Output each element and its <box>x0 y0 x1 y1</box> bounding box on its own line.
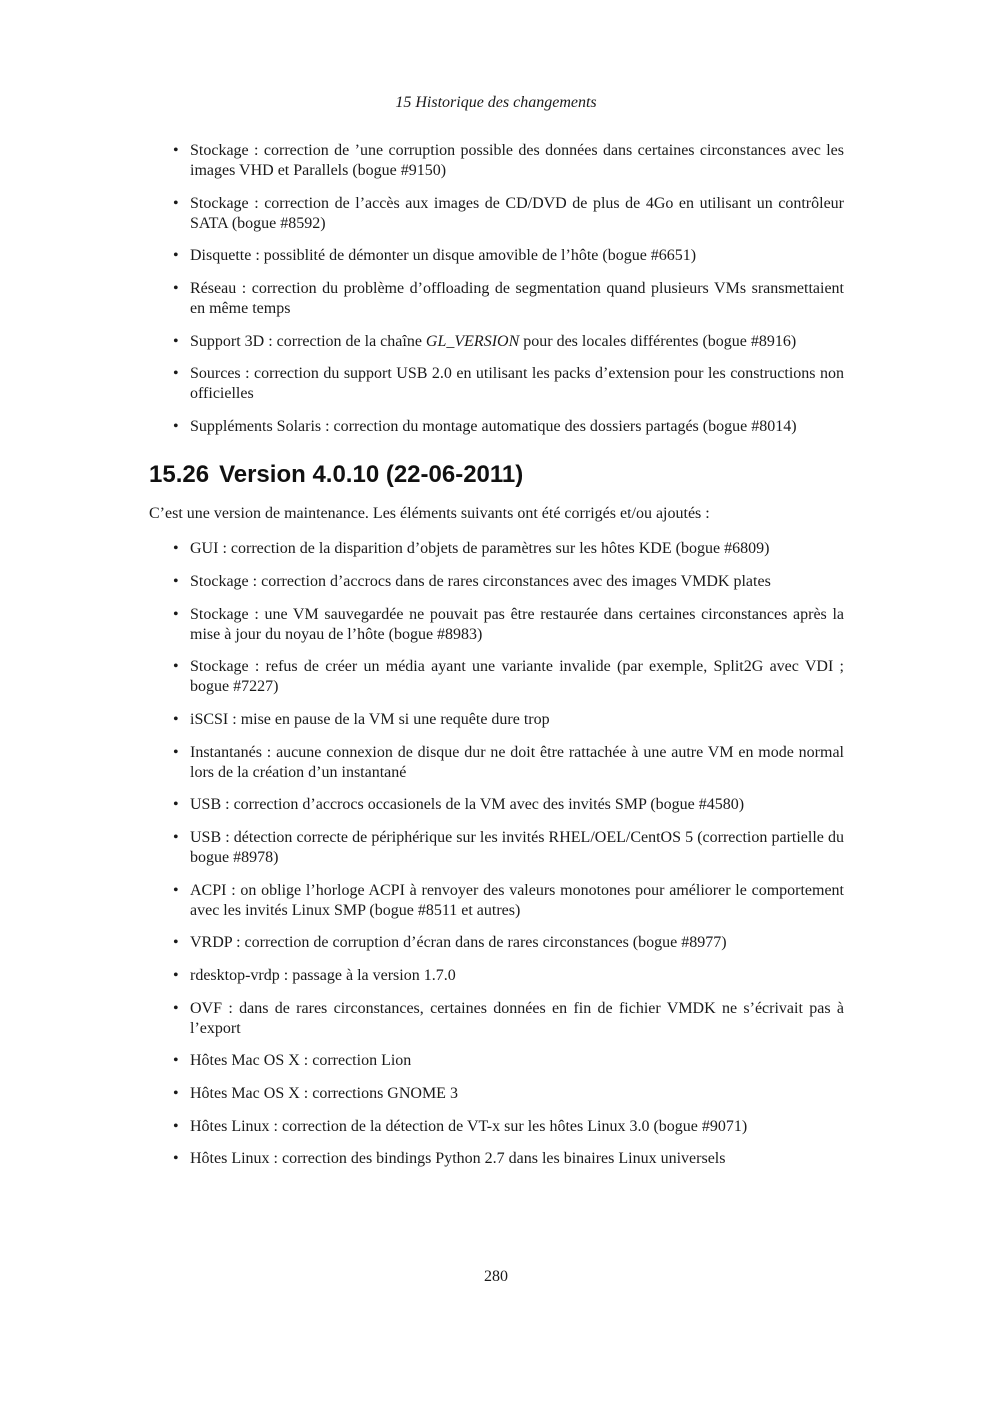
list-item-text: Stockage : correction d’accrocs dans de rares circonstances avec des images VMDK plates <box>190 572 771 590</box>
bullet-icon: • <box>173 572 179 590</box>
bullet-icon: • <box>173 280 179 298</box>
bullet-icon: • <box>173 1117 179 1135</box>
list-item <box>149 999 844 1039</box>
bullet-icon: • <box>173 365 179 383</box>
bullet-icon: • <box>173 1150 179 1168</box>
section-title: Version 4.0.10 (22-06-2011) <box>219 461 524 489</box>
bullet-icon: • <box>173 1085 179 1103</box>
list-item <box>149 539 844 559</box>
list-item-text: Stockage : correction de ’une corruption possible des données dans certaines circonstances avec les images VHD et Parallels (bogue #9150) <box>190 142 844 179</box>
page-content <box>149 141 844 1182</box>
list-item <box>149 364 844 404</box>
section-number: 15.26 <box>149 461 210 489</box>
bullet-icon: • <box>173 934 179 952</box>
list-item-text: iSCSI : mise en pause de la VM si une requête dure trop <box>190 710 550 728</box>
list-item-text: Hôtes Mac OS X : correction Lion <box>190 1052 412 1070</box>
running-header: 15 Historique des changements <box>395 94 597 111</box>
bullet-icon: • <box>173 1052 179 1070</box>
list-item-text: Sources : correction du support USB 2.0 en utilisant les packs d’extension pour les constructions non officielles <box>190 365 844 403</box>
list-item-text: Suppléments Solaris : correction du montage automatique des dossiers partagés (bogue #8014) <box>190 418 797 436</box>
list-item <box>149 1117 844 1137</box>
list-item <box>149 710 844 730</box>
list-item-text: Hôtes Linux : correction des bindings Python 2.7 dans les binaires Linux universels <box>190 1150 726 1168</box>
list-item <box>149 279 844 319</box>
changelog-list-previous <box>149 141 844 437</box>
list-item <box>149 417 844 437</box>
bullet-icon: • <box>173 194 179 212</box>
section-intro: C’est une version de maintenance. Les éléments suivants ont été corrigés et/ou ajoutés : <box>149 505 710 523</box>
changelog-list <box>149 539 844 1169</box>
list-item <box>149 966 844 986</box>
bullet-icon: • <box>173 999 179 1017</box>
bullet-icon: • <box>173 967 179 984</box>
list-item-text: Hôtes Linux : correction de la détection de VT-x sur les hôtes Linux 3.0 (bogue #9071) <box>190 1117 748 1135</box>
bullet-icon: • <box>173 828 179 846</box>
bullet-icon: • <box>173 142 179 159</box>
list-item <box>149 657 844 697</box>
page-number: 280 <box>484 1268 508 1285</box>
list-item-text: Hôtes Mac OS X : corrections GNOME 3 <box>190 1085 458 1103</box>
list-item <box>149 194 844 234</box>
list-item-text: Instantanés : aucune connexion de disque dur ne doit être rattachée à une autre VM en mode normal lors de la création d’un instantané <box>190 743 844 781</box>
bullet-icon: • <box>173 605 179 623</box>
section-heading <box>149 460 844 490</box>
list-item <box>149 1149 844 1169</box>
list-item-text: rdesktop-vrdp : passage à la version 1.7.0 <box>190 967 456 984</box>
list-item-text: USB : correction d’accrocs occasionels de la VM avec des invités SMP (bogue #4580) <box>190 796 745 814</box>
bullet-icon: • <box>173 710 179 728</box>
list-item <box>149 332 844 352</box>
bullet-icon: • <box>173 881 179 899</box>
bullet-icon: • <box>173 658 179 676</box>
list-item-text: Stockage : correction de l’accès aux images de CD/DVD de plus de 4Go en utilisant un contrôleur SATA (bogue #8592) <box>190 194 844 232</box>
list-item <box>149 246 844 266</box>
list-item-text: Disquette : possiblité de démonter un disque amovible de l’hôte (bogue #6651) <box>190 247 697 265</box>
list-item <box>149 828 844 868</box>
list-item <box>149 795 844 815</box>
list-item-text: OVF : dans de rares circonstances, certaines données en fin de fichier VMDK ne s’écrivait pas à l’export <box>190 999 844 1037</box>
list-item-text: VRDP : correction de corruption d’écran dans de rares circonstances (bogue #8977) <box>190 934 727 952</box>
bullet-icon: • <box>173 247 179 265</box>
bullet-icon: • <box>173 796 179 814</box>
list-item <box>149 1084 844 1104</box>
list-item-text: GUI : correction de la disparition d’objets de paramètres sur les hôtes KDE (bogue #6809) <box>190 540 770 558</box>
gl-version-term: GL_VERSION <box>425 332 520 350</box>
list-item <box>149 141 844 181</box>
list-item <box>149 1051 844 1071</box>
list-item <box>149 933 844 953</box>
bullet-icon: • <box>173 418 179 436</box>
list-item-text-pre: Support 3D : correction de la chaîne <box>190 332 426 350</box>
bullet-icon: • <box>173 743 179 761</box>
list-item-text: USB : détection correcte de périphérique sur les invités RHEL/OEL/CentOS 5 (correction partielle du bogue #8978) <box>190 828 844 866</box>
list-item-text: Stockage : une VM sauvegardée ne pouvait pas être restaurée dans certaines circonstances après la mise à jour du noyau de l’hôte (bogue #8983) <box>190 605 844 643</box>
list-item-text: Réseau : correction du problème d’offloading de segmentation quand plusieurs VMs sransmettaient en même temps <box>190 280 844 318</box>
bullet-icon: • <box>173 540 179 558</box>
list-item-text: ACPI : on oblige l’horloge ACPI à renvoyer des valeurs monotones pour améliorer le comportement avec les invités Linux SMP (bogue #8511 et autres) <box>190 881 844 919</box>
list-item-text-post: pour des locales différentes (bogue #8916) <box>519 332 797 350</box>
list-item <box>149 881 844 921</box>
list-item <box>149 572 844 592</box>
list-item <box>149 743 844 783</box>
list-item-text: Stockage : refus de créer un média ayant une variante invalide (par exemple, Split2G avec VDI ; bogue #7227) <box>190 658 844 696</box>
bullet-icon: • <box>173 332 179 350</box>
list-item <box>149 605 844 645</box>
